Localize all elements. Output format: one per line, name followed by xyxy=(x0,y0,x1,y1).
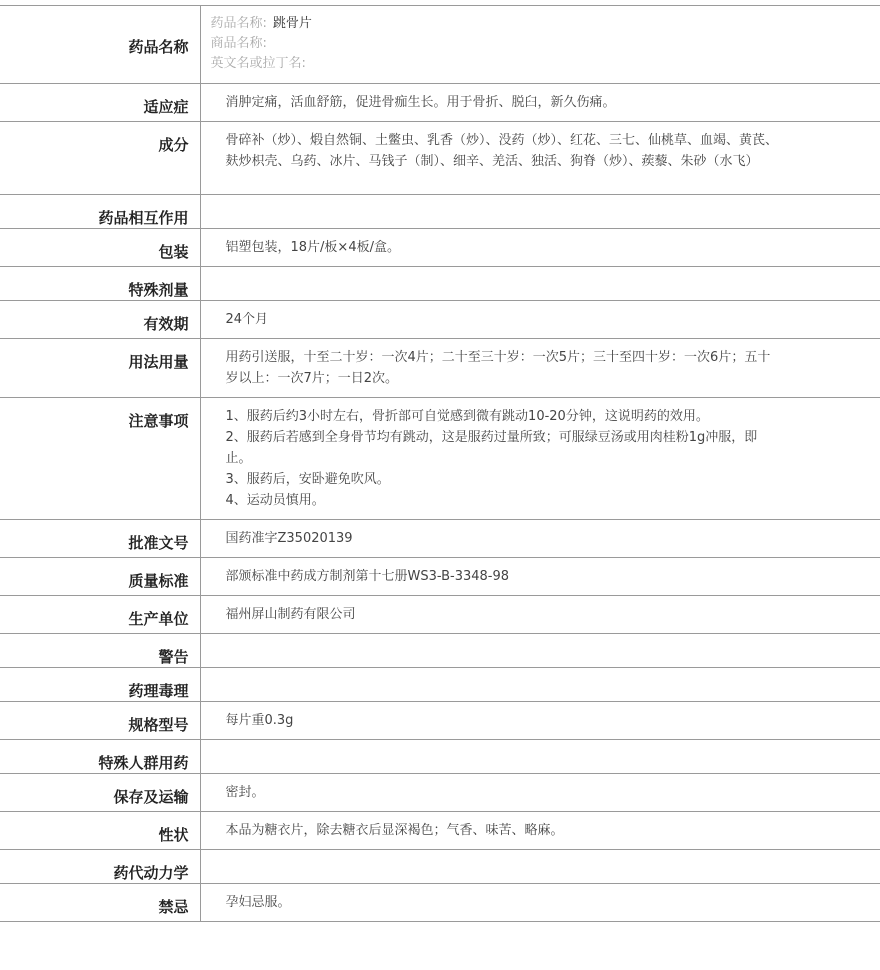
row-value: 消肿定痛，活血舒筋，促进骨痂生长。用于骨折、脱臼，新久伤痛。 xyxy=(200,84,880,122)
row-ingredients xyxy=(0,122,880,195)
row-label: 警告 xyxy=(0,634,200,668)
trade-name-key: 商品名称: xyxy=(210,36,267,51)
precaution-line: 4、运动员慎用。 xyxy=(225,493,325,508)
row-precautions xyxy=(0,398,880,520)
row-label: 特殊剂量 xyxy=(0,267,200,301)
row-value: 24个月 xyxy=(200,301,880,339)
row-warning xyxy=(0,634,880,668)
generic-name-key: 药品名称: xyxy=(210,16,267,31)
precaution-line: 1、服药后约3小时左右，骨折部可自觉感到微有跳动10-20分钟，这说明药的效用。 xyxy=(225,409,709,424)
generic-name-line xyxy=(211,14,880,34)
row-value xyxy=(200,195,880,229)
row-label: 性状 xyxy=(0,812,200,850)
row-label: 用法用量 xyxy=(0,339,200,398)
row-value: 福州屏山制药有限公司 xyxy=(200,596,880,634)
row-value xyxy=(200,740,880,774)
row-storage xyxy=(0,774,880,812)
row-value xyxy=(200,398,880,520)
row-label: 注意事项 xyxy=(0,398,200,520)
trade-name-line xyxy=(211,34,880,54)
row-label: 成分 xyxy=(0,122,200,195)
row-indications xyxy=(0,84,880,122)
row-label: 药理毒理 xyxy=(0,668,200,702)
precaution-line: 3、服药后，安卧避免吹风。 xyxy=(225,472,390,487)
row-manufacturer xyxy=(0,596,880,634)
row-label: 包装 xyxy=(0,229,200,267)
row-label: 批准文号 xyxy=(0,520,200,558)
row-label: 质量标准 xyxy=(0,558,200,596)
row-value: 本品为糖衣片，除去糖衣后显深褐色；气香、味苦、略麻。 xyxy=(200,812,880,850)
row-label: 特殊人群用药 xyxy=(0,740,200,774)
generic-name-value: 跳骨片 xyxy=(272,16,312,31)
row-value xyxy=(200,267,880,301)
row-interactions xyxy=(0,195,880,229)
row-value: 部颁标准中药成方制剂第十七册WS3-B-3348-98 xyxy=(200,558,880,596)
row-value: 每片重0.3g xyxy=(200,702,880,740)
english-name-key: 英文名或拉丁名: xyxy=(210,56,306,71)
row-value: 密封。 xyxy=(200,774,880,812)
row-description xyxy=(0,812,880,850)
row-label: 药品相互作用 xyxy=(0,195,200,229)
row-usage xyxy=(0,339,880,398)
precaution-line: 2、服药后若感到全身骨节均有跳动，这是服药过量所致；可服绿豆汤或用肉桂粉1g冲服，即止。 xyxy=(225,430,758,466)
row-quality-standard xyxy=(0,558,880,596)
row-label: 规格型号 xyxy=(0,702,200,740)
row-packaging xyxy=(0,229,880,267)
row-value: 国药准字Z35020139 xyxy=(200,520,880,558)
row-shelf-life xyxy=(0,301,880,339)
row-drug-name xyxy=(0,6,880,84)
row-label: 药代动力学 xyxy=(0,850,200,884)
row-approval-number xyxy=(0,520,880,558)
row-value: 孕妇忌服。 xyxy=(200,884,880,922)
row-value: 骨碎补（炒）、煅自然铜、土鳖虫、乳香（炒）、没药（炒）、红花、三七、仙桃草、血竭、黄芪、麸炒枳壳、乌药、冰片、马钱子（制）、细辛、羌活、独活、狗脊（炒）、蒺藜、朱砂（水飞） xyxy=(200,122,880,195)
row-pharmacokinetics xyxy=(0,850,880,884)
row-pharmacology xyxy=(0,668,880,702)
row-value xyxy=(200,634,880,668)
row-label: 生产单位 xyxy=(0,596,200,634)
row-special-populations xyxy=(0,740,880,774)
row-value: 用药引送服，十至二十岁：一次4片；二十至三十岁：一次5片；三十至四十岁：一次6片；五十岁以上：一次7片；一日2次。 xyxy=(200,339,880,398)
row-contraindications xyxy=(0,884,880,922)
row-value xyxy=(200,850,880,884)
drug-info-table xyxy=(0,5,880,922)
english-name-line xyxy=(211,54,880,74)
row-value xyxy=(200,668,880,702)
row-specification xyxy=(0,702,880,740)
row-label: 禁忌 xyxy=(0,884,200,922)
drug-name-block xyxy=(200,6,880,84)
row-value: 铝塑包装，18片/板×4板/盒。 xyxy=(200,229,880,267)
row-label: 有效期 xyxy=(0,301,200,339)
row-label: 药品名称 xyxy=(0,6,200,84)
row-label: 适应症 xyxy=(0,84,200,122)
row-special-dosage xyxy=(0,267,880,301)
row-label: 保存及运输 xyxy=(0,774,200,812)
